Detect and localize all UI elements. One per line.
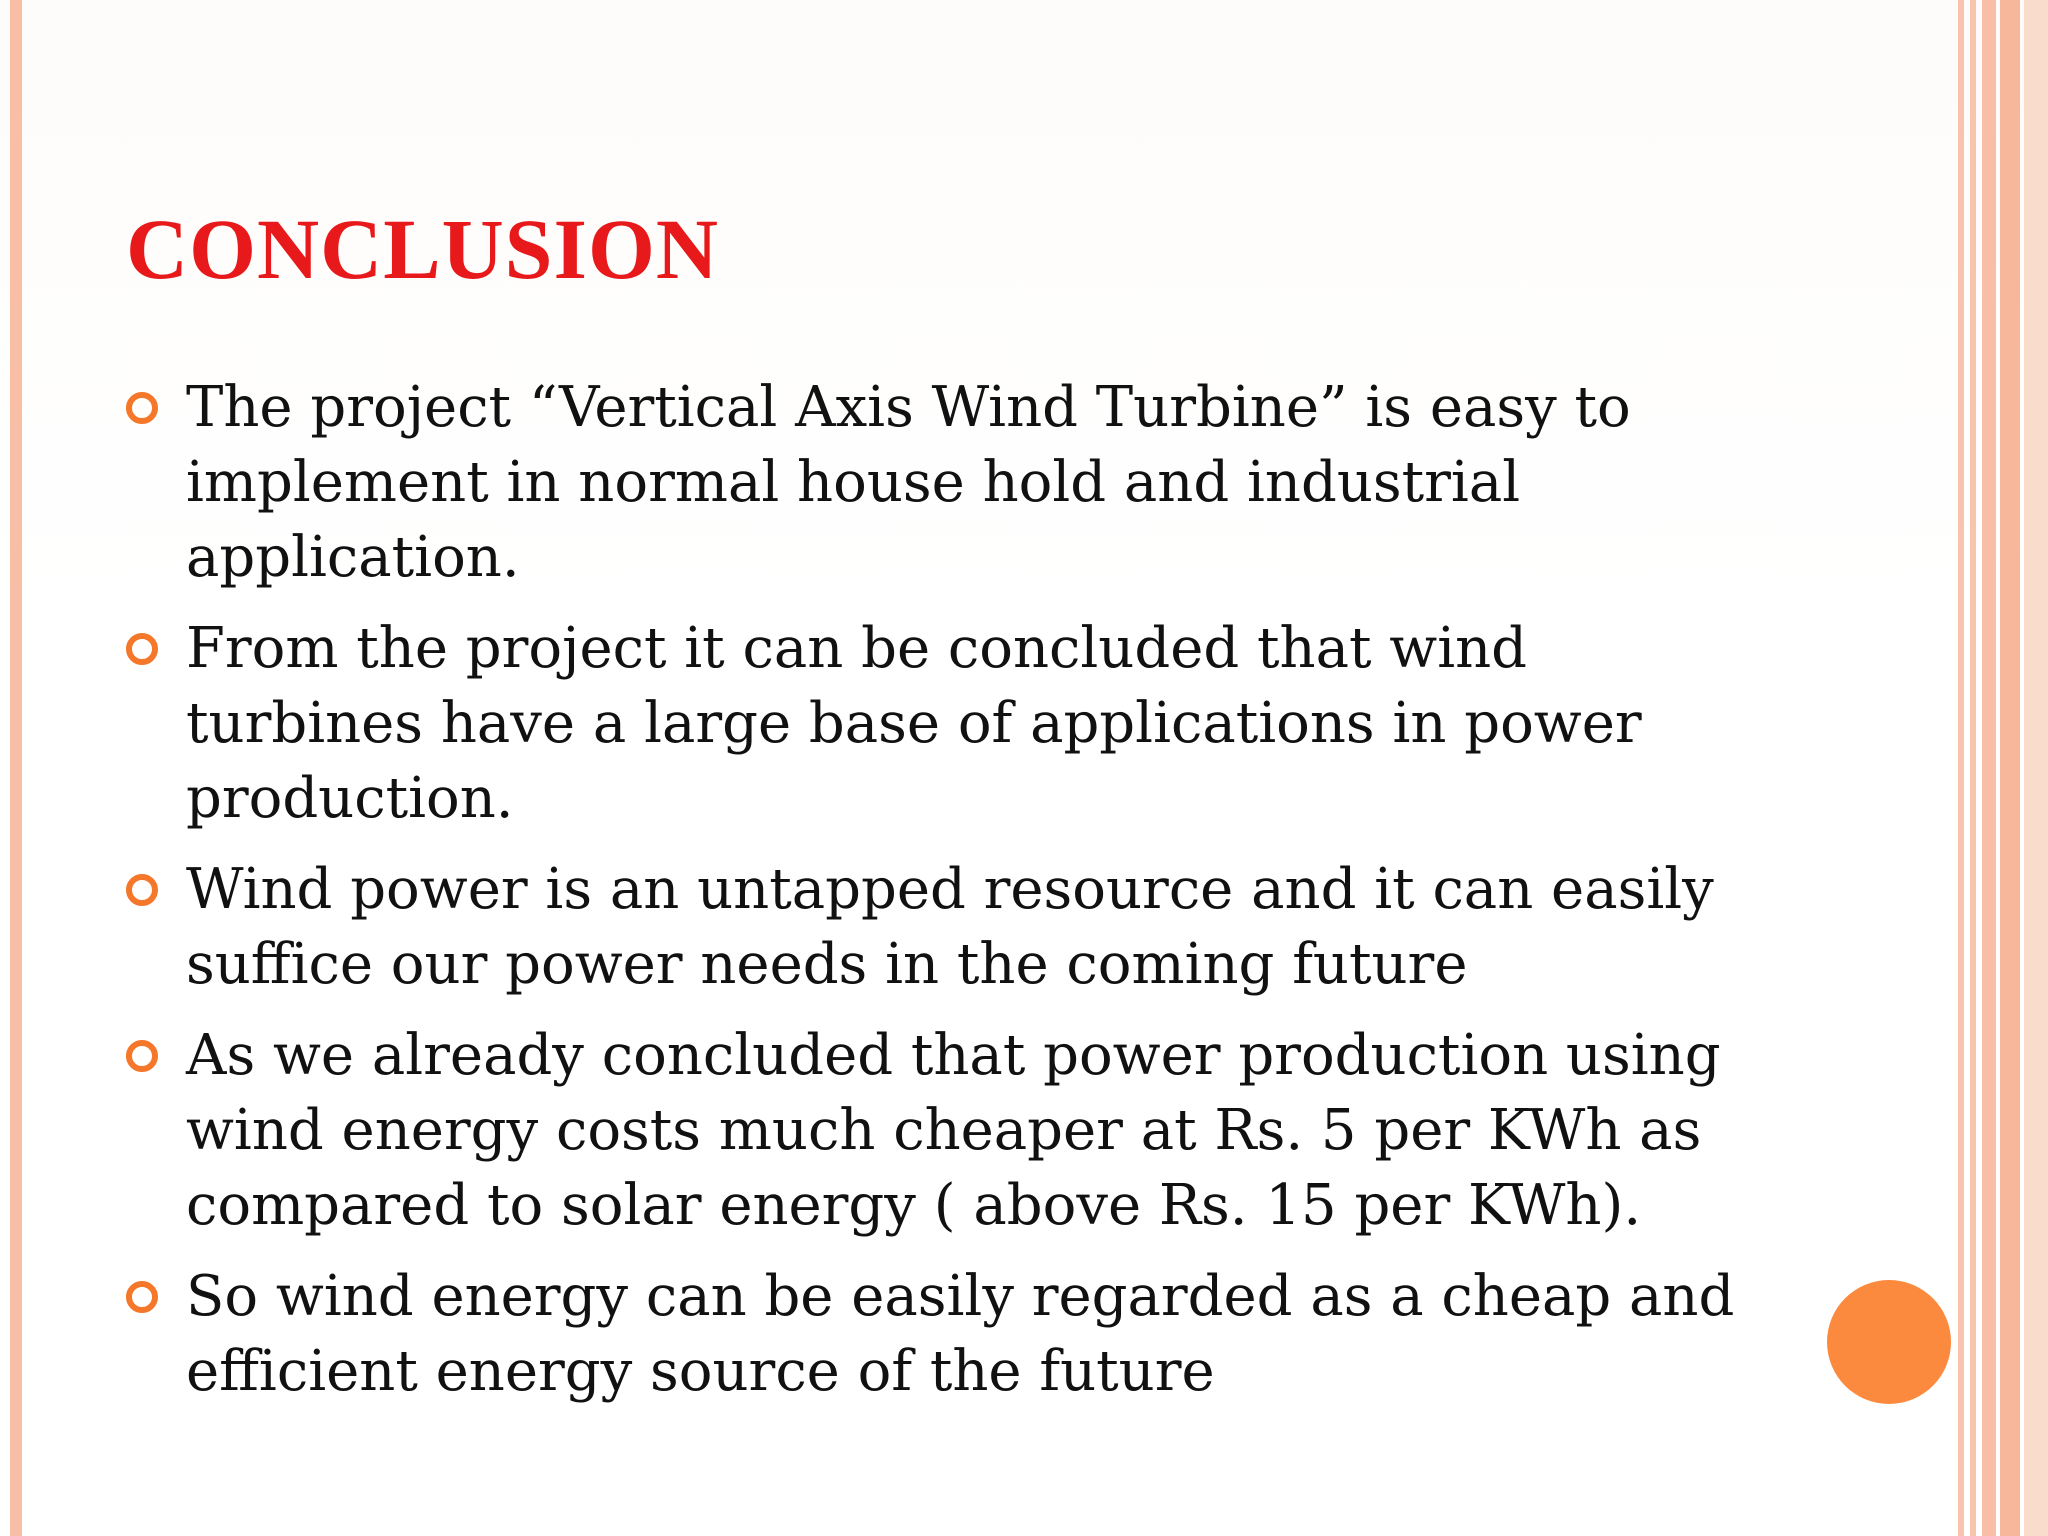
bullet-item	[126, 370, 1766, 595]
circle-bullet-icon	[126, 392, 158, 424]
right-border-stripe	[1958, 0, 1964, 1536]
bullet-item	[126, 1018, 1766, 1243]
right-border-stripe	[2024, 0, 2048, 1536]
bullet-item	[126, 852, 1766, 1002]
circle-bullet-icon	[126, 633, 158, 665]
bullet-item	[126, 1259, 1766, 1409]
bullet-text: The project “Vertical Axis Wind Turbine” is easy to implement in normal house hold and industrial application.	[186, 375, 1631, 590]
right-border-stripe	[1970, 0, 1976, 1536]
circle-bullet-icon	[126, 1040, 158, 1072]
circle-bullet-icon	[126, 874, 158, 906]
circle-bullet-icon	[126, 1281, 158, 1313]
left-border-stripe	[10, 0, 22, 1536]
bullet-list	[126, 370, 1766, 1425]
bullet-text: So wind energy can be easily regarded as a cheap and efficient energy source of the future	[186, 1264, 1735, 1404]
slide-title: CONCLUSION	[126, 201, 719, 297]
bullet-text: Wind power is an untapped resource and it can easily suffice our power needs in the coming future	[186, 857, 1714, 997]
bullet-item	[126, 611, 1766, 836]
right-border-stripe	[1982, 0, 1996, 1536]
bullet-text: From the project it can be concluded that wind turbines have a large base of applications in power production.	[186, 616, 1642, 831]
bullet-text: As we already concluded that power production using wind energy costs much cheaper at Rs. 5 per KWh as compared to solar energy ( above Rs. 15 per KWh).	[186, 1023, 1721, 1238]
right-border-stripe	[2000, 0, 2020, 1536]
decorative-orange-circle	[1827, 1280, 1951, 1404]
